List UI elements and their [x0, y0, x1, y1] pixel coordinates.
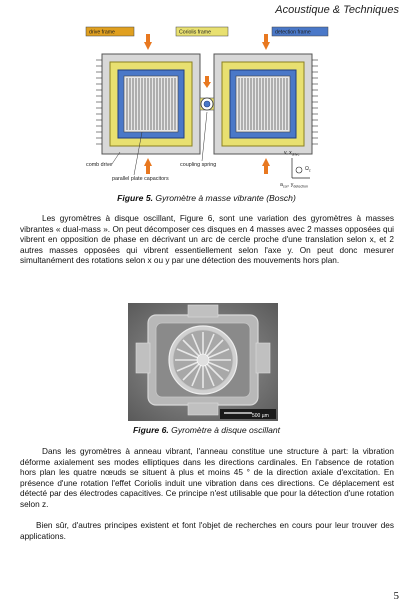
axis-label-omega: $\Omega_z$ [305, 166, 311, 173]
label-comb-drive: comb drive [86, 162, 113, 168]
comb-drive-left [96, 60, 102, 144]
axis-label-a: $a_{cor}$, $y_{detection}$ [280, 182, 308, 189]
coupling-spring [200, 98, 214, 110]
paragraph-other-principles: Bien sûr, d'autres principes existent et font l'objet de recherches en cours pour leur trouver des applications. [20, 521, 394, 541]
comb-drive-right [312, 60, 318, 144]
figure-6 [128, 303, 278, 421]
figure-5-caption: Figure 5. Gyromètre à masse vibrante (Bosch) [117, 193, 296, 203]
label-detection-frame: detection frame [275, 29, 311, 36]
label-coupling-spring: coupling spring [180, 162, 217, 168]
running-header: Acoustique & Techniques [275, 4, 399, 16]
paragraph-disk-gyroscopes: Les gyromètres à disque oscillant, Figure 6, sont une variation des gyromètres à masses vibrantes « dual-mass ». On peut décomposer ces disques en 4 masses avec 2 masses opposées qui vibrent en opposition de phase en décrivant un arc de cercle proche d'une translation selon x, et 2 autres masses opposées qui vibrent essentiellement selon l'axe y. On peut donc mesurer simultanément des rotations selon x ou y par une détection des mouvements hors plan. [20, 214, 394, 266]
figure-5 [84, 24, 330, 190]
figure-6-caption: Figure 6. Gyromètre à disque oscillant [132, 425, 281, 435]
scale-bar-label: 500 µm [252, 413, 269, 419]
page-number: 5 [393, 590, 399, 602]
label-coriolis-frame: Coriolis frame [179, 29, 211, 36]
disk-gyroscope-image [128, 303, 278, 421]
axis-label-v: v, $x_{drive}$ [284, 150, 300, 157]
label-parallel-plate-capacitors: parallel plate capacitors [112, 176, 169, 182]
paragraph-ring-gyroscopes: Dans les gyromètres à anneau vibrant, l'anneau constitue une structure à part: la vibration déforme axialement ses modes elliptiques dans les directions cardinales. En l'absence de rotation hors plan les quatre nœuds se situent à plus et moins 45 ° de la direction axiale d'excitation. En présence d'une rotation l'effet Coriolis induit une vibration dans ces directions. Ce déplacement est détecté par des électrodes capacitives. Ce principe n'est utilisable que pour la détection d'une rotation selon z. [20, 447, 394, 509]
label-drive-frame: drive frame [89, 29, 115, 36]
gyroscope-diagram [84, 24, 330, 190]
